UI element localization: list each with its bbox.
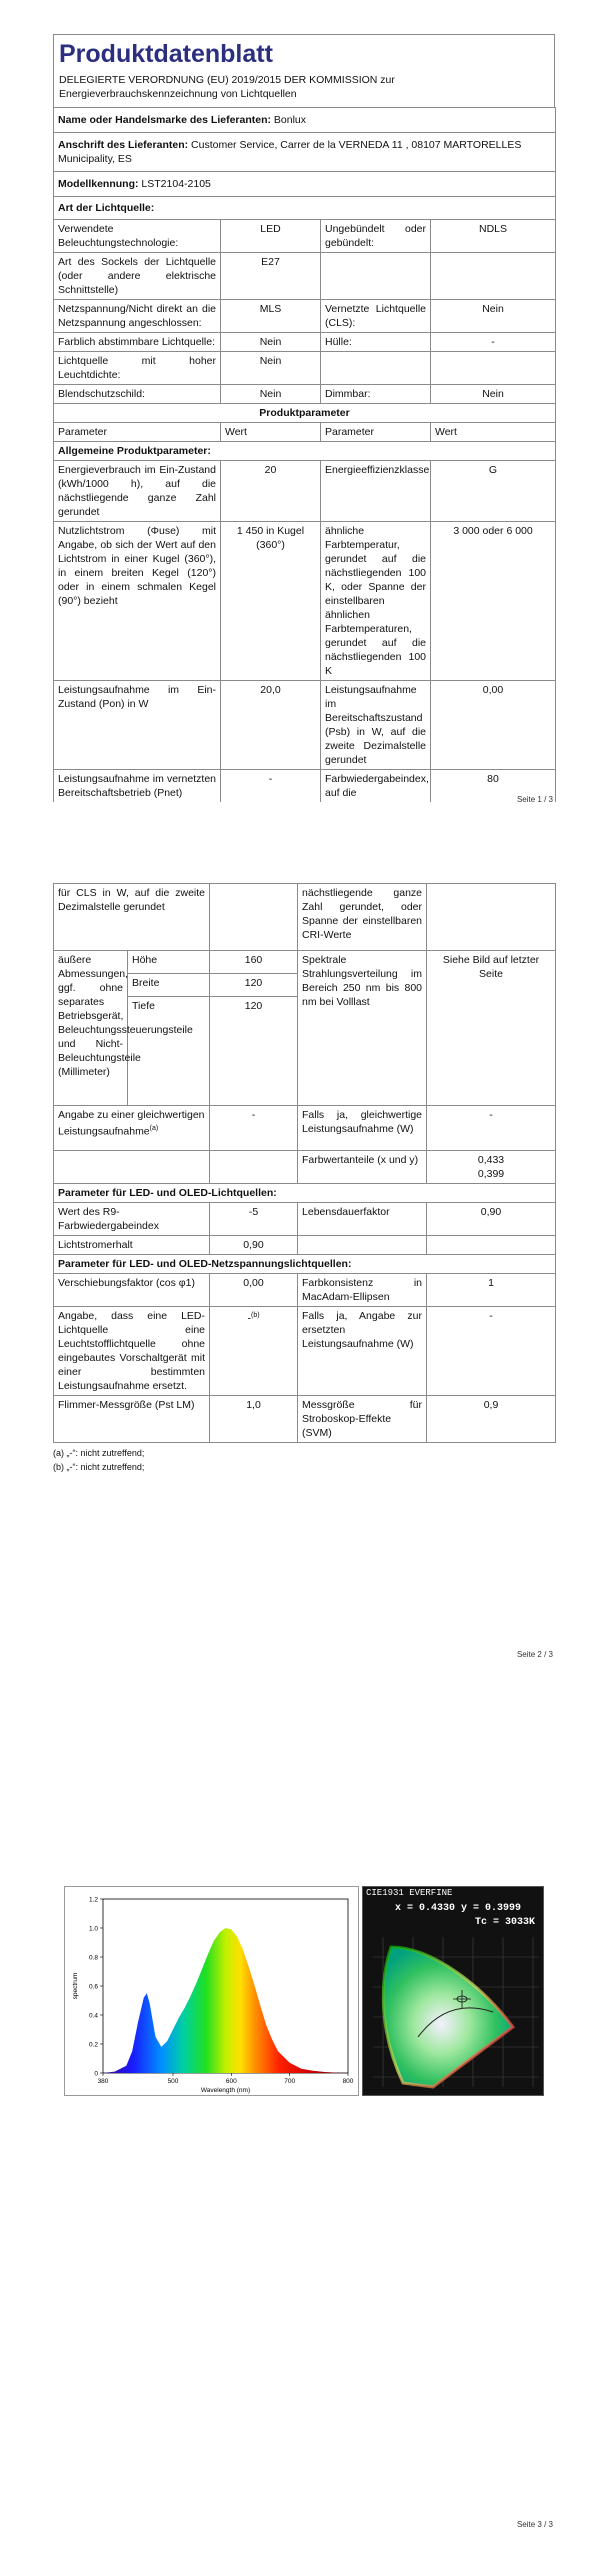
row-value — [431, 352, 556, 385]
row-value: 80 — [431, 770, 556, 803]
replace-value: - — [247, 1312, 251, 1325]
x-tick-label: 800 — [342, 2078, 354, 2085]
table-row — [54, 1396, 556, 1443]
row-label: Energieverbrauch im Ein-Zustand (kWh/1000 h), auf die nächstliegende ganze Zahl gerundet — [54, 461, 221, 522]
row-value: - — [431, 333, 556, 352]
row-label: Leistungsaufnahme im vernetzten Bereitschaftsbetrieb (Pnet) — [54, 770, 221, 803]
y-tick-label: 0 — [94, 2070, 98, 2078]
row-label: für CLS in W, auf die zweite Dezimalstelle gerundet — [54, 884, 210, 951]
table-row — [54, 1151, 556, 1184]
led-params-heading: Parameter für LED- und OLED-Lichtquellen: — [54, 1184, 556, 1203]
datasheet — [53, 34, 555, 802]
table-row — [54, 385, 556, 404]
table-row — [54, 1236, 556, 1255]
life-value: 0,90 — [427, 1203, 556, 1236]
spd-value: Siehe Bild auf letzter Seite — [427, 951, 556, 1106]
row-value: NDLS — [431, 220, 556, 253]
row-label: Leistungsaufnahme im Bereitschaftszustand (Psb) in W, auf die zweite Dezimalstelle gerundet — [321, 681, 431, 770]
page-number: Seite 1 / 3 — [516, 795, 553, 804]
macadam-value: 1 — [427, 1274, 556, 1307]
row-label — [321, 253, 431, 300]
cie-title: CIE1931 EVERFINE — [366, 1888, 453, 1898]
footnote-ref: (a) — [149, 1125, 159, 1132]
model-value: LST2104-2105 — [141, 178, 211, 190]
col-header-value: Wert — [431, 423, 556, 442]
dim-value: 160 — [210, 951, 298, 974]
row-label: Farbwiedergabeindex, auf die — [321, 770, 431, 803]
table-row — [54, 253, 556, 300]
supplier-name-label: Name oder Handelsmarke des Lieferanten: — [58, 114, 271, 126]
y-tick-label: 1.0 — [88, 1925, 98, 1933]
col-header-param: Parameter — [321, 423, 431, 442]
table-row — [54, 770, 556, 803]
x-axis-label: Wavelength (nm) — [200, 2087, 251, 2094]
spd-label: Spektrale Strahlungsverteilung im Bereich 250 nm bis 800 nm bei Volllast — [298, 951, 427, 1106]
row-value: E27 — [221, 253, 321, 300]
charts — [64, 1886, 542, 2094]
page-number: Seite 3 / 3 — [516, 2520, 553, 2529]
dim-label: Höhe — [128, 951, 210, 974]
page-2 — [0, 828, 604, 1708]
macadam-label: Farbkonsistenz in MacAdam-Ellipsen — [298, 1274, 427, 1307]
svm-label: Messgröße für Stroboskop-Effekte (SVM) — [298, 1396, 427, 1443]
row-value: 20 — [221, 461, 321, 522]
spectrum-chart — [64, 1886, 359, 2096]
supplier-address-label: Anschrift des Lieferanten: — [58, 139, 189, 151]
row-label: Netzspannung/Nicht direkt an die Netzspannung angeschlossen: — [54, 300, 221, 333]
row-value: G — [431, 461, 556, 522]
replace-value-2: - — [427, 1307, 556, 1396]
row-label: Nutzlichtstrom (Φuse) mit Angabe, ob sich der Wert auf den Lichtstrom in einer Kugel (360°), in einem breiten Kegel (120°) oder in einem schmalen Kegel (90°) bezieht — [54, 522, 221, 681]
page-3 — [0, 1708, 604, 2560]
dim-value: 120 — [210, 974, 298, 997]
flux-label: Lichtstromerhalt — [54, 1236, 210, 1255]
supplier-address-value: Customer Service, Carrer de la VERNEDA 11 , 08107 MARTORELLES Municipality, ES — [58, 139, 522, 165]
row-value: Nein — [221, 333, 321, 352]
row-value: Nein — [431, 300, 556, 333]
y-tick-label: 0.6 — [88, 1983, 98, 1991]
row-value: - — [221, 770, 321, 803]
row-label: Energieeffizienzklasse — [321, 461, 431, 522]
row-value: LED — [221, 220, 321, 253]
column-headers — [54, 423, 556, 442]
row-value: 3 000 oder 6 000 — [431, 522, 556, 681]
equiv-label-2: Falls ja, gleichwertige Leistungsaufnahme (W) — [298, 1106, 427, 1151]
type-heading: Art der Lichtquelle: — [54, 197, 556, 220]
table-row — [54, 333, 556, 352]
supplier-name-value: Bonlux — [273, 114, 307, 126]
spectrum-svg — [65, 1887, 358, 2095]
svm-value: 0,9 — [427, 1396, 556, 1443]
dim-label: Tiefe — [128, 997, 210, 1106]
chroma-x: 0,433 — [477, 1154, 505, 1166]
regulation-text: DELEGIERTE VERORDNUNG (EU) 2019/2015 DER KOMMISSION zur Energieverbrauchskennzeichnung von Lichtquellen — [59, 74, 395, 100]
col-header-param: Parameter — [54, 423, 221, 442]
table-row — [54, 461, 556, 522]
table-row — [54, 1106, 556, 1151]
row-label: Ungebündelt oder gebündelt: — [321, 220, 431, 253]
x-tick-label: 380 — [97, 2078, 109, 2085]
row-value: MLS — [221, 300, 321, 333]
cie-diagram — [362, 1886, 544, 2096]
table-row — [54, 522, 556, 681]
title-box — [53, 34, 555, 107]
dims-label: äußere Abmessungen, ggf. ohne separates Betriebsgerät, Beleuchtungssteuerungsteile und Nicht-Beleuchtungsteile (Millimeter) — [54, 951, 128, 1106]
general-params-heading: Allgemeine Produktparameter: — [54, 442, 556, 461]
datasheet-continued — [53, 883, 555, 1474]
col-header-value: Wert — [221, 423, 321, 442]
dim-value: 120 — [210, 997, 298, 1106]
page-1 — [0, 0, 604, 828]
row-label: Vernetzte Lichtquelle (CLS): — [321, 300, 431, 333]
flux-value: 0,90 — [210, 1236, 298, 1255]
mains-params-heading: Parameter für LED- und OLED-Netzspannungslichtquellen: — [54, 1255, 556, 1274]
model-label: Modellkennung: — [58, 178, 139, 190]
y-tick-label: 0.4 — [88, 2012, 98, 2020]
row-label: ähnliche Farbtemperatur, gerundet auf die nächstliegenden 100 K, oder Spanne der einstellbaren ähnlichen Farbtemperaturen, gerundet auf die nächstliegenden 100 K — [321, 522, 431, 681]
cie-tc: Tc = 3033K — [475, 1917, 536, 1928]
cie-xy: x = 0.4330 y = 0.3999 — [395, 1903, 522, 1914]
dim-label: Breite — [128, 974, 210, 997]
table-row — [54, 951, 556, 974]
chroma-label: Farbwertanteile (x und y) — [298, 1151, 427, 1184]
flicker-value: 1,0 — [210, 1396, 298, 1443]
supplier-table — [53, 107, 556, 802]
table-row — [54, 300, 556, 333]
footnote-a: (a) „-“: nicht zutreffend; — [53, 1448, 145, 1458]
table-row — [54, 1203, 556, 1236]
flicker-label: Flimmer-Messgröße (Pst LM) — [54, 1396, 210, 1443]
row-label — [321, 352, 431, 385]
row-value: 0,00 — [431, 681, 556, 770]
r9-value: -5 — [210, 1203, 298, 1236]
row-value: Nein — [221, 352, 321, 385]
y-axis-label: spectrum — [72, 1972, 79, 2000]
row-label: Lichtquelle mit hoher Leuchtdichte: — [54, 352, 221, 385]
equiv-value: - — [210, 1106, 298, 1151]
page-number: Seite 2 / 3 — [516, 1650, 553, 1659]
equiv-label: Angabe zu einer gleichwertigen Leistungsaufnahme — [58, 1109, 205, 1138]
row-label: Hülle: — [321, 333, 431, 352]
row-label: Verwendete Beleuchtungstechnologie: — [54, 220, 221, 253]
r9-label: Wert des R9-Farbwiedergabeindex — [54, 1203, 210, 1236]
row-value — [431, 253, 556, 300]
y-tick-label: 0.2 — [88, 2041, 98, 2049]
chroma-y: 0,399 — [477, 1168, 505, 1180]
x-tick-label: 500 — [167, 2078, 179, 2085]
page-title: Produktdatenblatt — [59, 40, 273, 68]
table-row — [54, 220, 556, 253]
replace-label: Angabe, dass eine LED-Lichtquelle eine Leuchtstofflichtquelle ohne eingebautes Vorschaltgerät mit einer bestimmten Leistungsaufnahme ersetzt. — [54, 1307, 210, 1396]
row-value: Nein — [431, 385, 556, 404]
row-label: Blendschutzschild: — [54, 385, 221, 404]
x-tick-label: 600 — [225, 2078, 237, 2085]
cos-label: Verschiebungsfaktor (cos φ1) — [54, 1274, 210, 1307]
table-row — [54, 681, 556, 770]
table-row — [54, 352, 556, 385]
row-value: 1 450 in Kugel (360°) — [221, 522, 321, 681]
footnote-ref: (b) — [250, 1312, 260, 1319]
y-tick-label: 0.8 — [88, 1954, 98, 1962]
row-label: Dimmbar: — [321, 385, 431, 404]
row-label: Art des Sockels der Lichtquelle (oder andere elektrische Schnittstelle) — [54, 253, 221, 300]
table-row — [54, 1274, 556, 1307]
params-table — [53, 883, 556, 1443]
row-value: 20,0 — [221, 681, 321, 770]
table-row — [54, 1307, 556, 1396]
footnote-b: (b) „-“: nicht zutreffend; — [53, 1462, 145, 1472]
replace-label-2: Falls ja, Angabe zur ersetzten Leistungsaufnahme (W) — [298, 1307, 427, 1396]
row-label: nächstliegende ganze Zahl gerundet, oder Spanne der einstellbaren CRI-Werte — [298, 884, 427, 951]
x-tick-label: 700 — [284, 2078, 296, 2085]
row-value: Nein — [221, 385, 321, 404]
row-label: Farblich abstimmbare Lichtquelle: — [54, 333, 221, 352]
row-label: Leistungsaufnahme im Ein-Zustand (Pon) in W — [54, 681, 221, 770]
life-label: Lebensdauerfaktor — [298, 1203, 427, 1236]
table-row — [54, 884, 556, 951]
cos-value: 0,00 — [210, 1274, 298, 1307]
equiv-value-2: - — [427, 1106, 556, 1151]
product-params-heading: Produktparameter — [54, 404, 556, 423]
y-tick-label: 1.2 — [88, 1896, 98, 1904]
